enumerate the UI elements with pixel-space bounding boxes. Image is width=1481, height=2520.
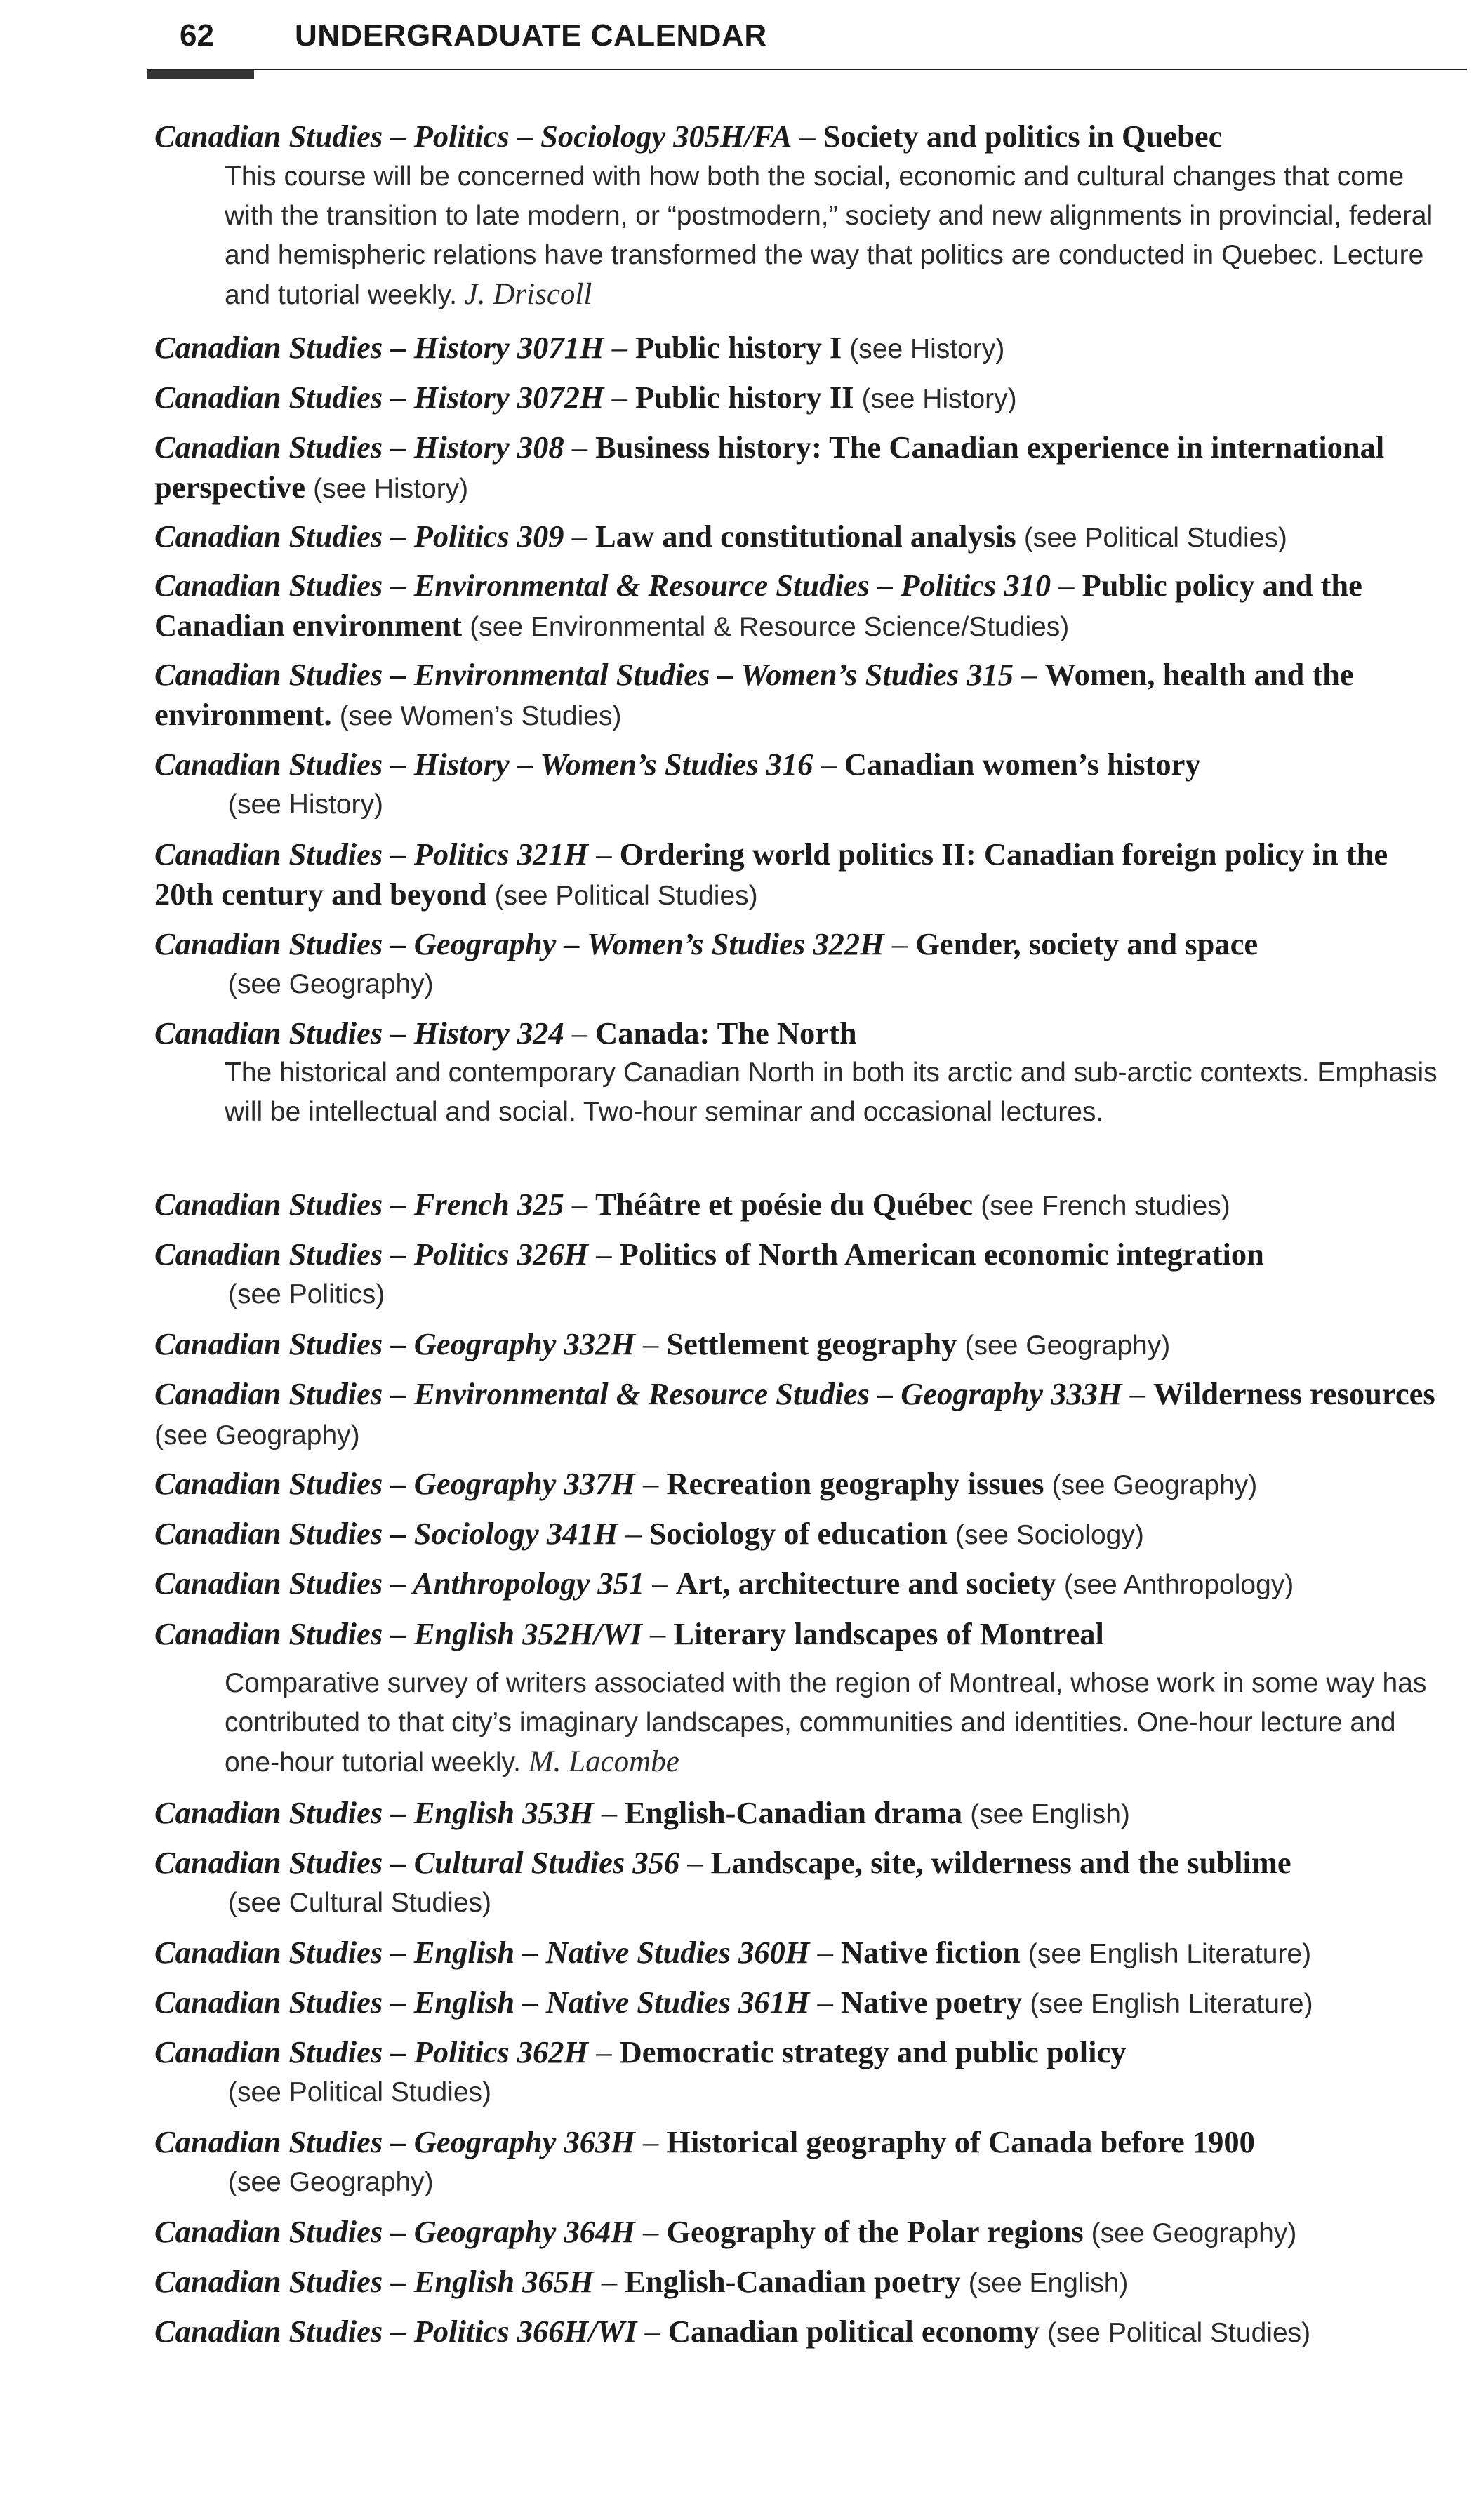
cross-reference: (see Political Studies) xyxy=(494,881,758,911)
cross-reference: (see Political Studies) xyxy=(1023,523,1287,553)
course-entry: Canadian Studies – Sociology 341H – Sociology of education (see Sociology) xyxy=(154,1516,1144,1551)
course-description xyxy=(225,1053,1453,1132)
page-number: 62 xyxy=(180,18,214,53)
course-entry: Canadian Studies – Politics 321H – Ordering world politics II: Canadian foreign policy in the 20th century and beyond (see Political Studies) xyxy=(154,836,1388,912)
course-title: Canada: The North xyxy=(595,1015,857,1051)
course-code: Canadian Studies – Cultural Studies 356 xyxy=(154,1845,680,1880)
course-title: Society and politics in Quebec xyxy=(823,119,1223,154)
cross-reference: (see Political Studies) xyxy=(1047,2318,1311,2348)
course-title: Public history II xyxy=(635,380,854,415)
course-code: Canadian Studies – Geography – Women’s Studies 322H xyxy=(154,926,884,961)
course-entry: Canadian Studies – French 325 – Théâtre et poésie du Québec (see French studies) xyxy=(154,1187,1230,1222)
course-entry: Canadian Studies – Politics 362H – Democratic strategy and public policy (see Political Studies) xyxy=(154,2032,1453,2112)
cross-reference: (see Sociology) xyxy=(955,1520,1144,1550)
cross-reference: (see English) xyxy=(970,1799,1130,1829)
course-title: Théâtre et poésie du Québec xyxy=(595,1187,974,1222)
course-code: Canadian Studies – Politics 309 xyxy=(154,519,564,554)
course-entry: Canadian Studies – Environmental & Resource Studies – Politics 310 – Public policy and the Canadian environment (see Environmental & Resource Science/Studies) xyxy=(154,568,1362,643)
course-title: Native poetry xyxy=(840,1985,1023,2020)
description-text: The historical and contemporary Canadian North in both its arctic and sub-arctic contexts. Emphasis will be intellectual and social. Two-hour seminar and occasional lectures. xyxy=(225,1058,1437,1127)
course-entry: Canadian Studies – History 324 – Canada: The North xyxy=(154,1015,857,1051)
course-entry: Canadian Studies – English – Native Studies 360H – Native fiction (see English Literature) xyxy=(154,1935,1312,1970)
course-entry: Canadian Studies – English 353H – English-Canadian drama (see English) xyxy=(154,1795,1130,1830)
course-entry: Canadian Studies – Cultural Studies 356 – Landscape, site, wilderness and the sublime (see Cultural Studies) xyxy=(154,1843,1453,1923)
course-title: Politics of North American economic integration xyxy=(619,1236,1264,1272)
course-code: Canadian Studies – History 3071H xyxy=(154,330,604,365)
cross-reference: (see Geography) xyxy=(228,969,434,999)
course-title: Democratic strategy and public policy xyxy=(619,2034,1127,2069)
course-code: Canadian Studies – English 352H/WI xyxy=(154,1616,642,1651)
instructor-name: J. Driscoll xyxy=(464,278,592,311)
course-title: English-Canadian poetry xyxy=(625,2264,961,2299)
cross-reference: (see History) xyxy=(861,384,1017,414)
description-text: This course will be concerned with how both the social, economic and cultural changes that come with the transition to late modern, or “postmodern,” society and new alignments in provincial, federal and hemispheric relations have transformed the way that politics are conducted in Quebec. Lecture and tutorial weekly. xyxy=(225,161,1433,310)
course-title: Literary landscapes of Montreal xyxy=(673,1616,1104,1651)
cross-reference: (see French studies) xyxy=(981,1191,1230,1221)
course-title: Native fiction xyxy=(840,1935,1021,1970)
course-title: Settlement geography xyxy=(666,1326,957,1361)
course-code: Canadian Studies – English – Native Studies 361H xyxy=(154,1985,810,2020)
course-title: Gender, society and space xyxy=(915,926,1258,961)
course-entry: Canadian Studies – Anthropology 351 – Art, architecture and society (see Anthropology) xyxy=(154,1566,1294,1601)
course-title: Wilderness resources xyxy=(1153,1376,1435,1411)
course-title: Canadian political economy xyxy=(668,2314,1040,2349)
cross-reference: (see Geography) xyxy=(228,2167,434,2197)
course-title: Business history: The Canadian experience in international perspective xyxy=(154,429,1385,505)
course-title: Public history I xyxy=(635,330,842,365)
course-code: Canadian Studies – Politics 362H xyxy=(154,2034,589,2069)
course-title: Sociology of education xyxy=(649,1516,948,1551)
cross-reference: (see Women’s Studies) xyxy=(339,701,622,731)
course-code: Canadian Studies – Politics 321H xyxy=(154,836,589,872)
course-code: Canadian Studies – Anthropology 351 xyxy=(154,1566,645,1601)
course-title: Historical geography of Canada before 1900 xyxy=(666,2124,1255,2159)
course-code: Canadian Studies – Politics – Sociology 305H/FA xyxy=(154,119,792,154)
course-title: English-Canadian drama xyxy=(625,1795,963,1830)
course-title: Ordering world politics II: Canadian foreign policy in the 20th century and beyond xyxy=(154,836,1388,912)
course-code: Canadian Studies – History 324 xyxy=(154,1015,564,1051)
cross-reference: (see Cultural Studies) xyxy=(228,1888,491,1918)
course-code: Canadian Studies – History 3072H xyxy=(154,380,604,415)
cross-reference: (see English Literature) xyxy=(1028,1939,1312,1969)
cross-reference: (see Geography) xyxy=(154,1420,360,1451)
course-entry: Canadian Studies – History 308 – Business history: The Canadian experience in international perspective (see History) xyxy=(154,429,1385,505)
course-entry: Canadian Studies – Geography – Women’s Studies 322H – Gender, society and space (see Geography) xyxy=(154,924,1453,1004)
course-title: Landscape, site, wilderness and the sublime xyxy=(710,1845,1291,1880)
course-code: Canadian Studies – Politics 326H xyxy=(154,1236,589,1272)
cross-reference: (see History) xyxy=(313,474,469,504)
cross-reference: (see Anthropology) xyxy=(1063,1570,1294,1600)
course-code: Canadian Studies – Environmental & Resource Studies – Geography 333H xyxy=(154,1376,1122,1411)
cross-reference: (see Environmental & Resource Science/Studies) xyxy=(470,612,1070,642)
course-entry: Canadian Studies – Politics 309 – Law and constitutional analysis (see Political Studies) xyxy=(154,519,1287,554)
course-code: Canadian Studies – Geography 337H xyxy=(154,1466,635,1501)
cross-reference: (see English Literature) xyxy=(1030,1989,1313,2019)
course-entry: Canadian Studies – History 3071H – Public history I (see History) xyxy=(154,330,1005,365)
course-entry: Canadian Studies – History 3072H – Public history II (see History) xyxy=(154,380,1017,415)
course-title: Art, architecture and society xyxy=(675,1566,1056,1601)
course-entry: Canadian Studies – Geography 332H – Settlement geography (see Geography) xyxy=(154,1326,1171,1361)
course-description xyxy=(225,157,1453,315)
course-code: Canadian Studies – English 365H xyxy=(154,2264,594,2299)
course-code: Canadian Studies – English 353H xyxy=(154,1795,594,1830)
course-code: Canadian Studies – French 325 xyxy=(154,1187,564,1222)
course-entry: Canadian Studies – English 352H/WI – Literary landscapes of Montreal xyxy=(154,1616,1104,1651)
cross-reference: (see History) xyxy=(849,334,1005,364)
course-code: Canadian Studies – Politics 366H/WI xyxy=(154,2314,637,2349)
running-title: UNDERGRADUATE CALENDAR xyxy=(295,18,767,53)
course-entry: Canadian Studies – Geography 363H – Historical geography of Canada before 1900 (see Geography) xyxy=(154,2122,1453,2202)
course-title: Women, health and the environment. xyxy=(154,657,1354,732)
course-entry: Canadian Studies – Geography 364H – Geography of the Polar regions (see Geography) xyxy=(154,2214,1297,2249)
course-entry: Canadian Studies – Politics 366H/WI – Canadian political economy (see Political Studies) xyxy=(154,2314,1311,2349)
cross-reference: (see Geography) xyxy=(1091,2218,1297,2248)
course-entry: Canadian Studies – English 365H – English-Canadian poetry (see English) xyxy=(154,2264,1129,2299)
cross-reference: (see Politics) xyxy=(228,1279,385,1309)
course-code: Canadian Studies – Sociology 341H xyxy=(154,1516,618,1551)
course-code: Canadian Studies – History 308 xyxy=(154,429,564,465)
course-code: Canadian Studies – Geography 364H xyxy=(154,2214,635,2249)
cross-reference: (see Geography) xyxy=(964,1331,1171,1361)
course-entry: Canadian Studies – Environmental & Resource Studies – Geography 333H – Wilderness resources (see Geography) xyxy=(154,1376,1435,1451)
course-title: Recreation geography issues xyxy=(666,1466,1044,1501)
course-entry: Canadian Studies – Politics – Sociology 305H/FA – Society and politics in Quebec xyxy=(154,119,1223,154)
course-code: Canadian Studies – English – Native Studies 360H xyxy=(154,1935,810,1970)
course-code: Canadian Studies – Environmental & Resource Studies – Politics 310 xyxy=(154,568,1051,603)
course-code: Canadian Studies – Geography 332H xyxy=(154,1326,635,1361)
course-code: Canadian Studies – History – Women’s Studies 316 xyxy=(154,747,813,782)
course-code: Canadian Studies – Geography 363H xyxy=(154,2124,635,2159)
cross-reference: (see English) xyxy=(968,2268,1129,2298)
course-entry: Canadian Studies – Politics 326H – Politics of North American economic integration (see Politics) xyxy=(154,1234,1453,1314)
course-entry: Canadian Studies – English – Native Studies 361H – Native poetry (see English Literature) xyxy=(154,1985,1313,2020)
description-text: Comparative survey of writers associated with the region of Montreal, whose work in some way has contributed to that city’s imaginary landscapes, communities and identities. One-hour lecture and one-hour tutorial weekly. xyxy=(225,1668,1427,1778)
course-title: Law and constitutional analysis xyxy=(595,519,1016,554)
cross-reference: (see Geography) xyxy=(1051,1470,1258,1500)
course-entry: Canadian Studies – History – Women’s Studies 316 – Canadian women’s history (see History) xyxy=(154,745,1453,825)
course-entry: Canadian Studies – Geography 337H – Recreation geography issues (see Geography) xyxy=(154,1466,1258,1501)
instructor-name: M. Lacombe xyxy=(528,1745,679,1778)
cross-reference: (see Political Studies) xyxy=(228,2077,491,2107)
cross-reference: (see History) xyxy=(228,789,384,820)
course-title: Public policy and the Canadian environment xyxy=(154,568,1362,643)
course-title: Canadian women’s history xyxy=(844,747,1201,782)
course-title: Geography of the Polar regions xyxy=(666,2214,1084,2249)
course-entry: Canadian Studies – Environmental Studies – Women’s Studies 315 – Women, health and the environment. (see Women’s Studies) xyxy=(154,657,1354,732)
course-description xyxy=(225,1664,1453,1782)
course-code: Canadian Studies – Environmental Studies – Women’s Studies 315 xyxy=(154,657,1014,692)
